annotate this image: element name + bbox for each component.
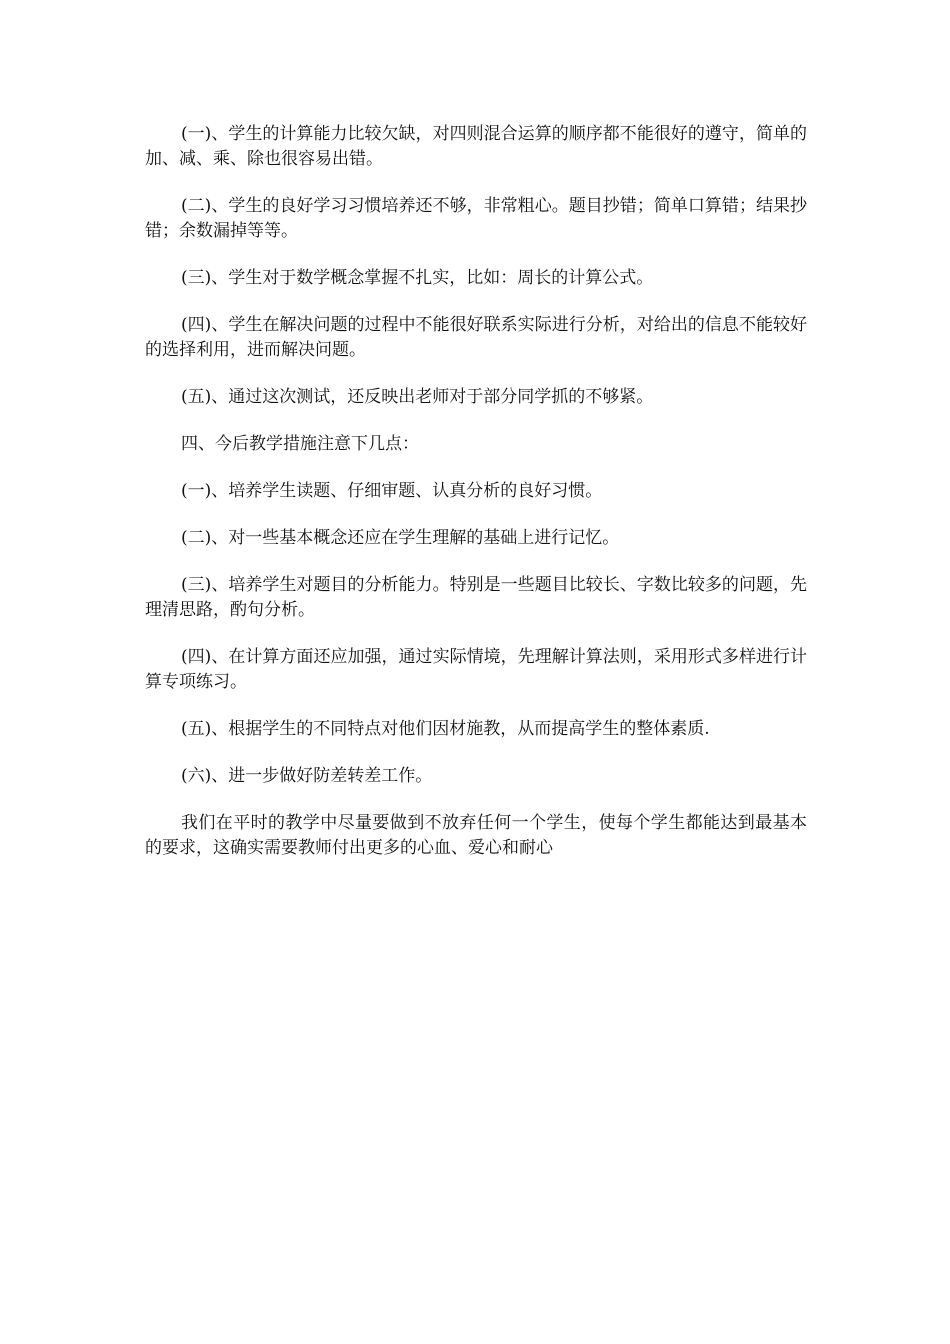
paragraph-measure-support: (六)、进一步做好防差转差工作。 (181, 766, 433, 786)
document-body (145, 122, 807, 883)
paragraph-problem-solving: (四)、学生在解决问题的过程中不能很好联系实际进行分析，对给出的信息不能较好的选择利用，进而解决问题。 (145, 315, 807, 360)
paragraph-measure-analysis: (三)、培养学生对题目的分析能力。特别是一些题目比较长、字数比较多的问题，先理清思路，酌句分析。 (145, 575, 807, 620)
section-heading-measures: 四、今后教学措施注意下几点： (181, 434, 419, 454)
paragraph-teacher-reflection: (五)、通过这次测试，还反映出老师对于部分同学抓的不够紧。 (181, 387, 654, 407)
paragraph-measure-concepts: (二)、对一些基本概念还应在学生理解的基础上进行记忆。 (181, 528, 620, 548)
paragraph-measure-calculation: (四)、在计算方面还应加强，通过实际情境，先理解计算法则，采用形式多样进行计算专项练习。 (145, 647, 807, 692)
paragraph-study-habits: (二)、学生的良好学习习惯培养还不够，非常粗心。题目抄错；简单口算错；结果抄错；余数漏掉等等。 (145, 196, 807, 241)
paragraph-measure-reading: (一)、培养学生读题、仔细审题、认真分析的良好习惯。 (181, 481, 603, 501)
paragraph-math-concepts: (三)、学生对于数学概念掌握不扎实，比如：周长的计算公式。 (181, 268, 654, 288)
paragraph-conclusion: 我们在平时的教学中尽量要做到不放弃任何一个学生，使每个学生都能达到最基本的要求，这确实需要教师付出更多的心血、爱心和耐心 (145, 813, 807, 858)
paragraph-calc-ability: (一)、学生的计算能力比较欠缺，对四则混合运算的顺序都不能很好的遵守，简单的加、减、乘、除也很容易出错。 (145, 124, 807, 169)
paragraph-measure-individual: (五)、根据学生的不同特点对他们因材施教，从而提高学生的整体素质. (181, 719, 710, 739)
